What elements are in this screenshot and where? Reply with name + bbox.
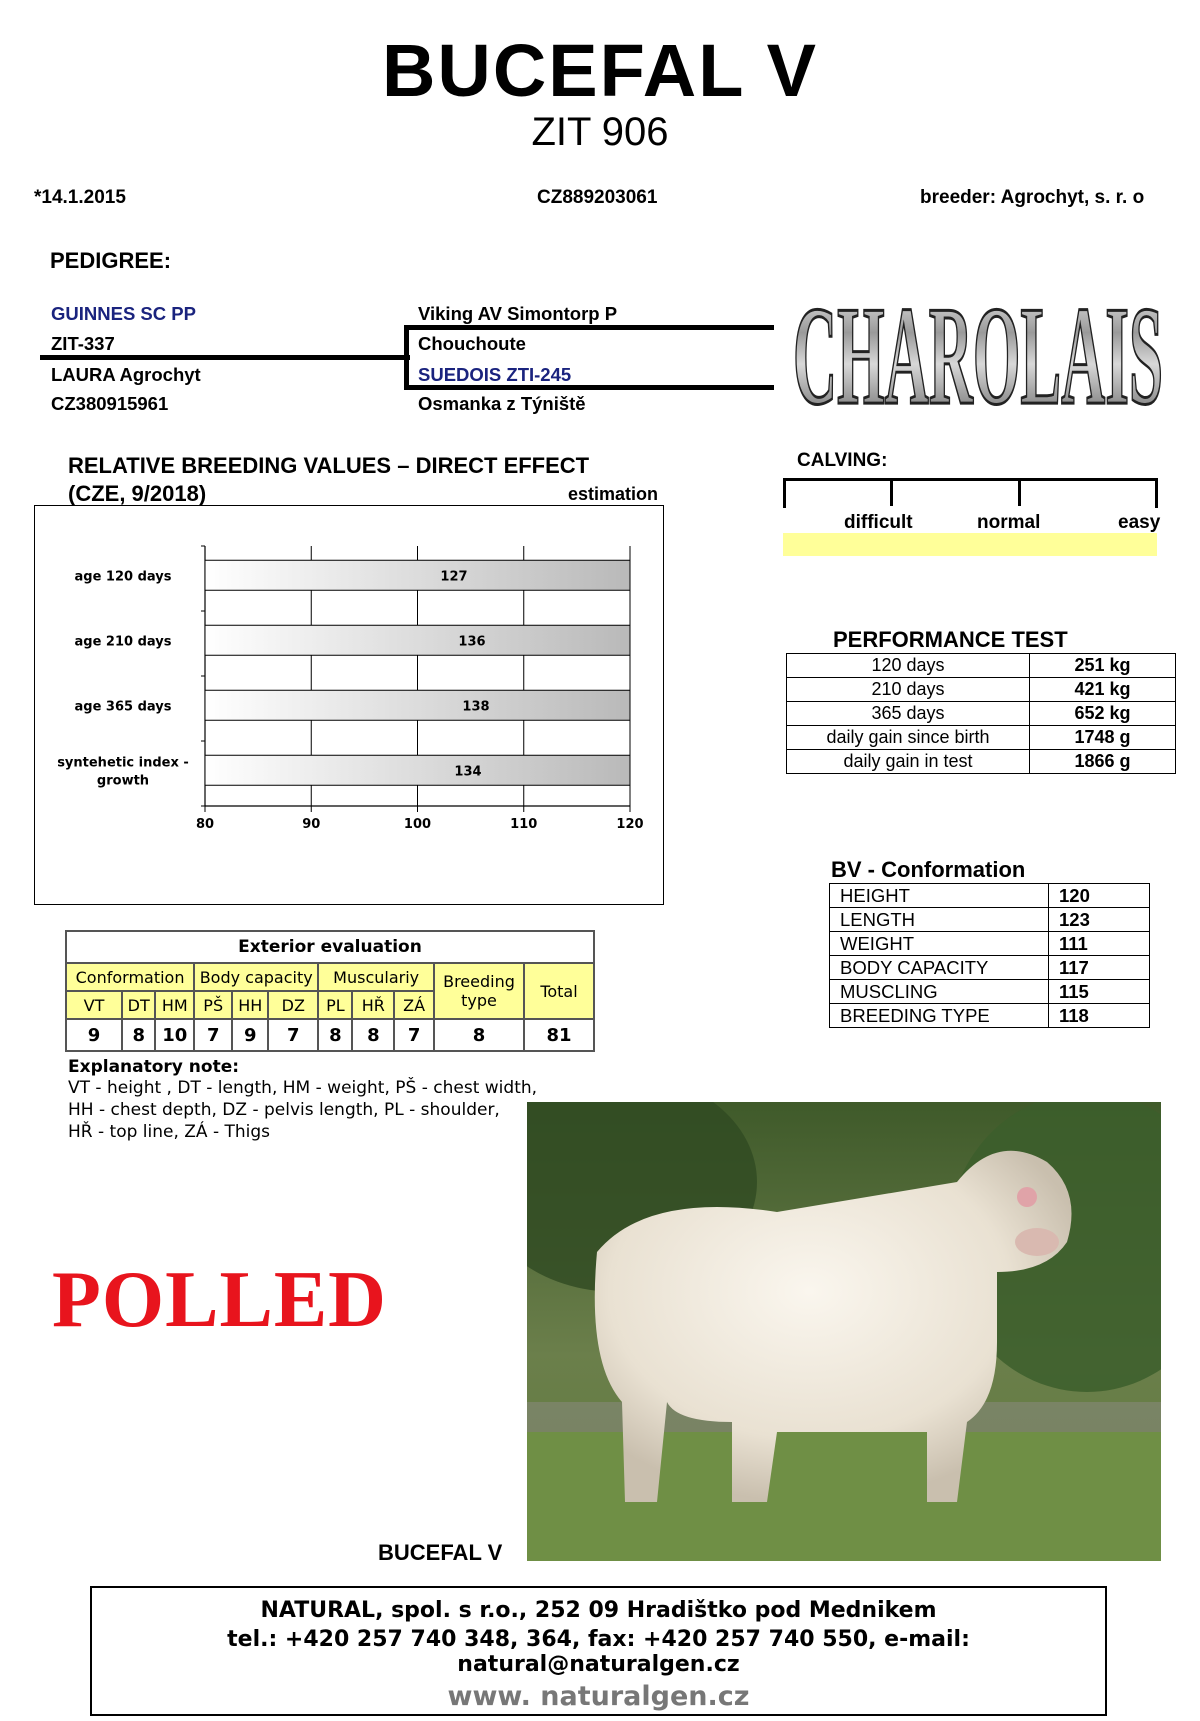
sub-header: DZ [268,991,318,1019]
sub-header: HH [232,991,268,1019]
bv-label: MUSCLING [830,980,1049,1004]
pedigree-heading: PEDIGREE: [50,248,172,273]
svg-text:CHAROLAIS: CHAROLAIS [793,277,1163,425]
exterior-value: 7 [268,1019,318,1051]
pedigree-dam-sire: SUEDOIS ZTI-245 [418,364,572,385]
perf-value: 1748 g [1030,726,1176,750]
bar-value-label: 136 [458,634,486,650]
bv-label: LENGTH [830,908,1049,932]
perf-value: 1866 g [1030,750,1176,774]
bar-value-label: 134 [454,764,482,780]
registration-number: CZ889203061 [537,187,658,208]
bv-value: 111 [1049,932,1150,956]
rbv-chart-frame [34,505,664,905]
sub-header: HM [155,991,194,1019]
table-row [66,1019,594,1051]
calving-tick-right [1155,478,1158,508]
bv-label: HEIGHT [830,884,1049,908]
explanatory-note [68,1077,537,1143]
exterior-value: 9 [232,1019,268,1051]
group-breeding-type: Breeding type [434,963,524,1019]
category-label: age 365 days [74,699,172,715]
sub-header: PL [318,991,352,1019]
calving-tick-left [783,478,786,508]
x-tick-label: 110 [510,817,538,832]
exterior-value: 8 [122,1019,155,1051]
table-row [787,702,1176,726]
table-row [66,931,594,963]
bv-conformation-heading: BV - Conformation [831,857,1026,882]
table-row [830,884,1150,908]
calving-heading: CALVING: [797,450,888,471]
estimation-label: estimation [568,484,659,504]
perf-label: daily gain since birth [787,726,1030,750]
bar [205,560,630,590]
table-row [830,1004,1150,1028]
perf-label: 210 days [787,678,1030,702]
bv-value: 117 [1049,956,1150,980]
perf-label: 365 days [787,702,1030,726]
category-label: age 210 days [74,634,172,650]
pedigree-dam-reg: CZ380915961 [51,393,169,414]
bar [205,625,630,655]
perf-value: 421 kg [1030,678,1176,702]
bar-value-label: 138 [462,699,490,715]
perf-value: 652 kg [1030,702,1176,726]
calving-scale-line [783,478,1158,481]
exterior-value: 7 [194,1019,232,1051]
table-row [830,956,1150,980]
pedigree-dam-dam: Osmanka z Týniště [418,393,586,414]
table-row [787,654,1176,678]
calving-bar [783,533,1157,556]
animal-code: ZIT 906 [531,110,669,154]
sub-header: PŠ [194,991,232,1019]
birth-date: *14.1.2015 [34,187,126,208]
group-total: Total [524,963,594,1019]
sub-header: DT [122,991,155,1019]
bull-photo [527,1102,1161,1561]
bv-value: 115 [1049,980,1150,1004]
exterior-evaluation-table [65,930,595,1052]
pedigree-sire-sire: Viking AV Simontorp P [418,303,618,324]
polled-label: POLLED [52,1256,387,1344]
note-line: HŘ - top line, ZÁ - Thigs [68,1122,271,1142]
rbv-heading [68,452,589,508]
table-row [830,908,1150,932]
exterior-title: Exterior evaluation [66,931,594,963]
perf-label: 120 days [787,654,1030,678]
x-tick-label: 120 [616,817,644,832]
pedigree-line-upper [404,325,774,330]
bv-value: 118 [1049,1004,1150,1028]
pedigree-line-vertical [404,325,409,390]
group-musculariy: Musculariy [318,963,434,991]
bv-label: WEIGHT [830,932,1049,956]
exterior-value: 9 [66,1019,122,1051]
exterior-value: 8 [352,1019,394,1051]
bv-value: 120 [1049,884,1150,908]
bar [205,690,630,720]
x-tick-label: 90 [302,817,321,832]
exterior-value: 7 [394,1019,434,1051]
bv-conformation-table [829,883,1150,1028]
sub-header: ZÁ [394,991,434,1019]
note-line: VT - height , DT - length, HM - weight, PŠ - chest width, [68,1078,538,1098]
perf-value: 251 kg [1030,654,1176,678]
table-row [787,750,1176,774]
rbv-chart [35,506,663,904]
pedigree-line-lower [404,385,774,390]
pedigree-line-main [40,355,410,360]
animal-name: BUCEFAL V [381,29,819,112]
footer-company: NATURAL, spol. s r.o., 252 09 Hradištko pod Mednikem [260,1598,937,1623]
sub-header: HŘ [352,991,394,1019]
x-tick-label: 80 [195,817,215,832]
pedigree-dam: LAURA Agrochyt [51,364,201,385]
rbv-heading-line2: (CZE, 9/2018) [68,481,207,506]
exterior-value: 81 [524,1019,594,1051]
x-tick-label: 100 [403,817,432,832]
performance-heading: PERFORMANCE TEST [833,627,1068,652]
pedigree-sire-dam: Chouchoute [418,333,526,354]
exterior-value: 8 [434,1019,524,1051]
rbv-heading-line1: RELATIVE BREEDING VALUES – DIRECT EFFECT [68,453,590,478]
footer-box [90,1586,1107,1716]
breeder: breeder: Agrochyt, s. r. o [920,187,1145,208]
pedigree-sire: GUINNES SC PP [51,303,196,324]
category-label: syntehetic index - [57,755,189,771]
calving-tick-2 [1018,478,1021,506]
calving-difficult: difficult [844,512,913,533]
calving-tick-1 [890,478,893,506]
photo-caption: BUCEFAL V [378,1540,503,1565]
bv-value: 123 [1049,908,1150,932]
bar-value-label: 127 [440,569,468,585]
performance-table [786,653,1176,774]
group-conformation: Conformation [66,963,194,991]
calving-normal: normal [977,512,1041,533]
table-row [830,932,1150,956]
footer-website: www. naturalgen.cz [447,1681,750,1712]
bv-label: BREEDING TYPE [830,1004,1049,1028]
sub-header: VT [66,991,122,1019]
bar [205,755,630,785]
pedigree-sire-reg: ZIT-337 [51,333,115,354]
charolais-logo [788,245,1168,425]
exterior-value: 10 [155,1019,194,1051]
footer-contact: tel.: +420 257 740 348, 364, fax: +420 257 740 550, e-mail: natural@naturalgen.cz [227,1627,970,1677]
category-label: age 120 days [74,569,172,585]
category-label: growth [96,773,150,789]
explanatory-note-heading: Explanatory note: [68,1057,240,1077]
table-row [66,963,594,991]
perf-label: daily gain in test [787,750,1030,774]
group-body-capacity: Body capacity [194,963,318,991]
calving-easy: easy [1118,512,1161,533]
table-row [787,726,1176,750]
exterior-value: 8 [318,1019,352,1051]
table-row [787,678,1176,702]
table-row [830,980,1150,1004]
bv-label: BODY CAPACITY [830,956,1049,980]
note-line: HH - chest depth, DZ - pelvis length, PL - shoulder, [68,1100,500,1120]
